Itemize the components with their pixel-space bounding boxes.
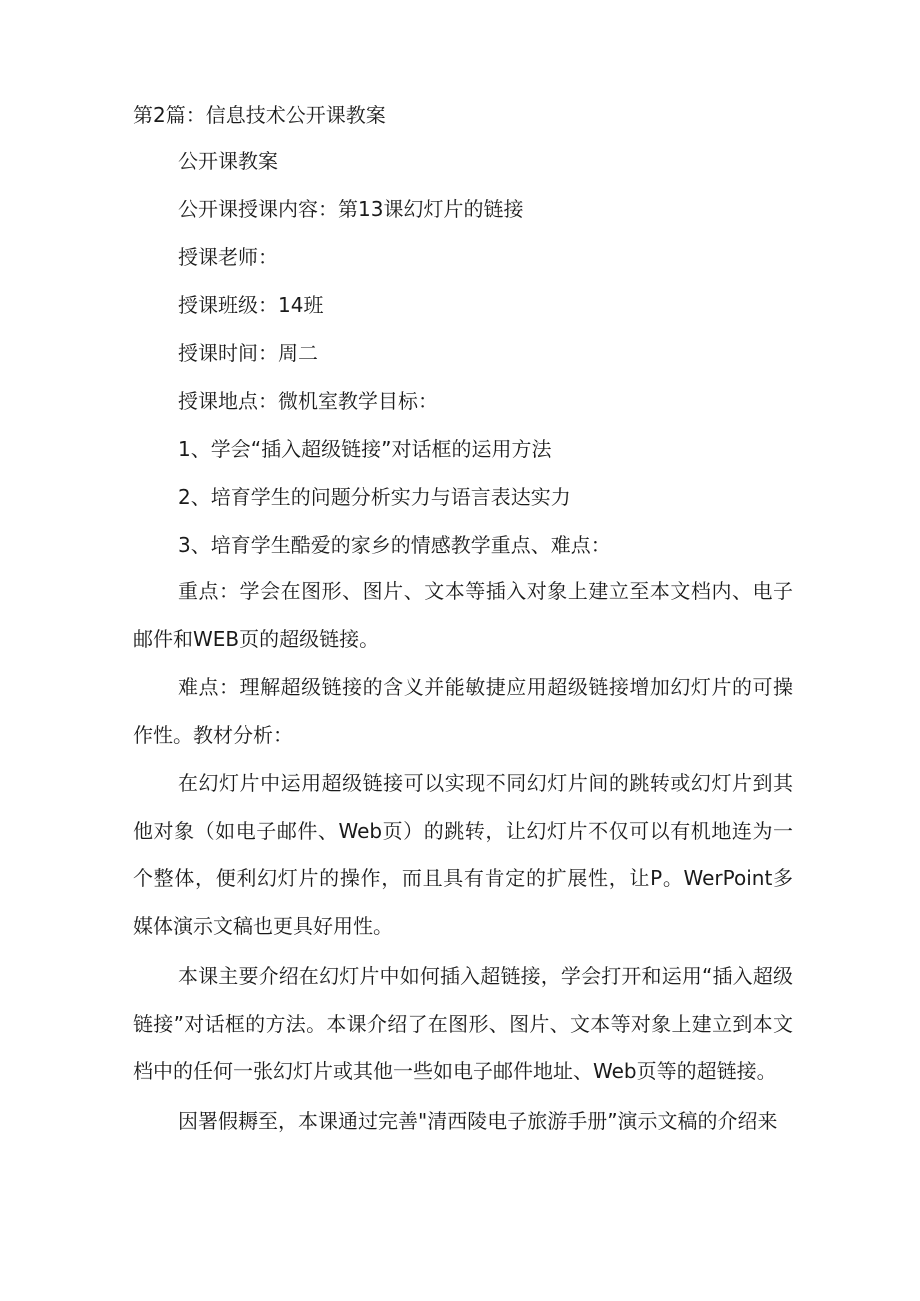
doc-paragraph-intro: 因署假耨至，本课通过完善"清西陵电子旅游手册”演示文稿的介绍来 (178, 1109, 778, 1133)
doc-line-goal-1: 1、学会“插入超级链接”对话框的运用方法 (178, 437, 552, 461)
doc-line-content: 公开课授课内容：第13课幻灯片的链接 (178, 197, 524, 221)
doc-line-goal-3: 3、培育学生酷爱的家乡的情感教学重点、难点： (178, 533, 611, 557)
doc-line-time: 授课时间：周二 (178, 341, 318, 365)
doc-line-class: 授课班级：14班 (178, 293, 324, 317)
doc-line-goal-2: 2、培育学生的问题分析实力与语言表达实力 (178, 485, 571, 509)
doc-line-title: 公开课教案 (178, 149, 278, 173)
doc-paragraph-summary: 本课主要介绍在幻灯片中如何插入超链接，学会打开和运用“插入超级链接”对话框的方法。本课介绍了在图形、图片、文本等对象上建立到本文档中的任何一张幻灯片或其他一些如电子邮件地址、Web页等的超链接。 (133, 964, 793, 1083)
document-heading: 第2篇：信息技术公开课教案 (133, 103, 386, 127)
doc-line-teacher: 授课老师： (178, 245, 278, 269)
doc-paragraph-analysis: 在幻灯片中运用超级链接可以实现不同幻灯片间的跳转或幻灯片到其他对象（如电子邮件、Web页）的跳转，让幻灯片不仅可以有机地连为一个整体，便利幻灯片的操作，而且具有肯定的扩展性，让P。WerPoint多媒体演示文稿也更具好用性。 (133, 771, 793, 938)
doc-paragraph-difficulty: 难点：理解超级链接的含义并能敏捷应用超级链接增加幻灯片的可操作性。教材分析： (133, 675, 793, 747)
doc-line-location: 授课地点：微机室教学目标： (178, 389, 438, 413)
doc-paragraph-key-point: 重点：学会在图形、图片、文本等插入对象上建立至本文档内、电子邮件和WEB页的超级链接。 (133, 579, 793, 651)
